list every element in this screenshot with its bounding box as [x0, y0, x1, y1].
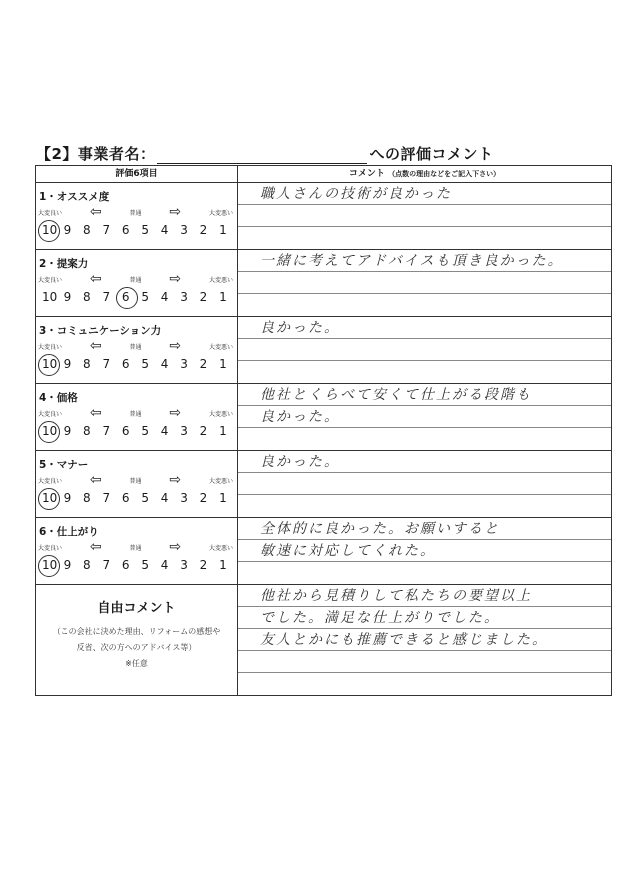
left-arrow-icon: ⇦: [89, 204, 102, 220]
comment-area[interactable]: [238, 317, 612, 384]
evaluation-table: [35, 165, 612, 696]
rating-scale: [42, 491, 229, 505]
right-header-note: （点数の理由などをご記入下さい）: [388, 170, 501, 178]
rating-option[interactable]: 9: [63, 424, 72, 438]
comment-area[interactable]: [238, 451, 612, 518]
rating-option[interactable]: 9: [63, 558, 72, 572]
left-arrow-icon: ⇦: [89, 539, 102, 555]
rating-option[interactable]: 8: [83, 558, 91, 572]
rating-option[interactable]: 5: [141, 424, 149, 438]
rating-option[interactable]: 2: [199, 223, 208, 237]
free-comment-label-cell: [36, 585, 238, 696]
rating-option[interactable]: 9: [63, 290, 72, 304]
evaluation-row: [36, 384, 612, 451]
rating-option[interactable]: 8: [83, 223, 91, 237]
comment-line: [238, 272, 611, 294]
scale-best-label: 大変良い: [38, 209, 63, 217]
comment-line: [238, 339, 611, 361]
title-prefix: 【2】事業者名：: [36, 145, 156, 163]
scale-normal-label: 普通: [129, 276, 142, 284]
rating-option[interactable]: 1: [219, 290, 227, 304]
scale-best-label: 大変良い: [38, 544, 63, 552]
rating-scale: [42, 223, 229, 237]
comment-line: [238, 294, 611, 316]
comment-line: 他社から見積りして私たちの要望以上: [238, 585, 611, 607]
scale-worst-label: 大変悪い: [208, 544, 233, 552]
rating-option[interactable]: 10: [42, 357, 58, 371]
scale-best-label: 大変良い: [38, 410, 63, 418]
title-suffix: への評価コメント: [369, 145, 494, 163]
evaluation-row: [36, 451, 612, 518]
form-title: [36, 143, 493, 164]
rating-option[interactable]: 5: [141, 491, 149, 505]
rating-option[interactable]: 7: [102, 223, 111, 237]
left-header: 評価6項目: [36, 166, 238, 183]
evaluation-item: [36, 250, 238, 317]
scale-normal-label: 普通: [129, 544, 142, 552]
rating-option[interactable]: 10: [42, 223, 58, 237]
rating-scale: [42, 290, 229, 304]
rating-option[interactable]: 4: [160, 424, 169, 438]
scale-normal-label: 普通: [129, 209, 142, 217]
comment-line: でした。満足な仕上がりでした。: [238, 607, 611, 629]
rating-option[interactable]: 1: [219, 357, 227, 371]
free-comment-optional: ※任意: [125, 659, 148, 668]
rating-option[interactable]: 7: [102, 357, 111, 371]
comment-line: [238, 651, 611, 673]
rating-option[interactable]: 1: [219, 491, 227, 505]
left-arrow-icon: ⇦: [89, 472, 102, 488]
evaluation-item: [36, 183, 238, 250]
right-arrow-icon: ⇨: [169, 405, 182, 421]
rating-option[interactable]: 6: [121, 223, 130, 237]
rating-option[interactable]: 8: [83, 491, 91, 505]
rating-scale: [42, 424, 229, 438]
rating-option[interactable]: 5: [141, 290, 149, 304]
comment-line: [238, 562, 611, 584]
comment-line: [238, 673, 611, 695]
rating-option[interactable]: 5: [141, 558, 149, 572]
scale-best-label: 大変良い: [38, 343, 63, 351]
rating-option[interactable]: 2: [199, 357, 208, 371]
scale-worst-label: 大変悪い: [208, 477, 233, 485]
evaluation-item: [36, 384, 238, 451]
rating-option[interactable]: 9: [63, 491, 72, 505]
item-name: 2・提案力: [39, 258, 89, 270]
rating-option[interactable]: 10: [42, 558, 58, 572]
rating-option[interactable]: 7: [102, 424, 111, 438]
rating-option[interactable]: 8: [83, 424, 91, 438]
rating-option[interactable]: 2: [199, 558, 208, 572]
evaluation-row: [36, 183, 612, 250]
rating-option[interactable]: 10: [42, 290, 58, 304]
rating-option[interactable]: 7: [102, 290, 111, 304]
comment-line: 良かった。: [238, 317, 611, 339]
comment-area[interactable]: [238, 384, 612, 451]
item-name: 1・オススメ度: [39, 191, 110, 203]
evaluation-row: [36, 518, 612, 585]
rating-option[interactable]: 6: [121, 558, 130, 572]
rating-option[interactable]: 9: [63, 223, 72, 237]
left-arrow-icon: ⇦: [89, 271, 102, 287]
rating-option[interactable]: 2: [199, 491, 208, 505]
rating-option[interactable]: 6: [121, 357, 130, 371]
right-header-label: コメント: [348, 169, 385, 179]
comment-line: [238, 473, 611, 495]
comment-line: [238, 495, 611, 517]
right-arrow-icon: ⇨: [169, 472, 182, 488]
rating-option[interactable]: 3: [180, 223, 188, 237]
comment-area[interactable]: [238, 250, 612, 317]
evaluation-item: [36, 518, 238, 585]
scale-best-label: 大変良い: [38, 276, 63, 284]
rating-option[interactable]: 3: [180, 424, 188, 438]
scale-normal-label: 普通: [129, 410, 142, 418]
rating-option[interactable]: 3: [180, 290, 188, 304]
rating-scale: [42, 558, 229, 572]
item-name: 3・コミュニケーション力: [39, 325, 162, 337]
rating-option[interactable]: 4: [160, 290, 169, 304]
comment-line: [238, 227, 611, 249]
comment-area[interactable]: [238, 183, 612, 250]
rating-option[interactable]: 8: [83, 290, 91, 304]
comment-line: 友人とかにも推薦できると感じました。: [238, 629, 611, 651]
rating-option[interactable]: 7: [102, 558, 111, 572]
scale-worst-label: 大変悪い: [208, 343, 233, 351]
free-comment-area[interactable]: [238, 585, 612, 696]
comment-line: 職人さんの技術が良かった: [238, 183, 611, 205]
evaluation-row: [36, 317, 612, 384]
comment-line: [238, 361, 611, 383]
scale-worst-label: 大変悪い: [208, 410, 233, 418]
rating-option[interactable]: 6: [120, 290, 132, 304]
rating-option[interactable]: 7: [102, 491, 111, 505]
evaluation-item: [36, 451, 238, 518]
free-comment-desc: （この会社に決めた理由、リフォームの感想や: [52, 627, 221, 636]
rating-option[interactable]: 4: [160, 558, 169, 572]
rating-option[interactable]: 6: [121, 424, 130, 438]
comment-line: 他社とくらべて安くて仕上がる段階も: [238, 384, 611, 406]
rating-option[interactable]: 2: [199, 424, 208, 438]
rating-option[interactable]: 1: [219, 424, 227, 438]
rating-option[interactable]: 5: [141, 223, 149, 237]
scale-normal-label: 普通: [129, 477, 142, 485]
business-name-blank: [157, 149, 367, 164]
left-arrow-icon: ⇦: [89, 405, 102, 421]
rating-option[interactable]: 4: [160, 491, 169, 505]
scale-normal-label: 普通: [129, 343, 142, 351]
comment-line: [238, 205, 611, 227]
evaluation-item: [36, 317, 238, 384]
comment-line: 敏速に対応してくれた。: [238, 540, 611, 562]
scale-worst-label: 大変悪い: [208, 209, 233, 217]
rating-option[interactable]: 4: [160, 223, 169, 237]
comment-line: 全体的に良かった。お願いすると: [238, 518, 611, 540]
rating-option[interactable]: 6: [121, 491, 130, 505]
rating-option[interactable]: 2: [199, 290, 208, 304]
right-arrow-icon: ⇨: [169, 338, 182, 354]
evaluation-row: [36, 250, 612, 317]
scale-best-label: 大変良い: [38, 477, 63, 485]
free-comment-desc: 反省、次の方へのアドバイス等）: [76, 643, 197, 652]
item-name: 6・仕上がり: [39, 526, 99, 538]
rating-option[interactable]: 10: [42, 424, 58, 438]
right-header: [238, 166, 612, 183]
left-arrow-icon: ⇦: [89, 338, 102, 354]
rating-option[interactable]: 5: [141, 357, 149, 371]
rating-option[interactable]: 1: [219, 223, 227, 237]
rating-option[interactable]: 1: [219, 558, 227, 572]
free-comment-title: 自由コメント: [97, 601, 176, 616]
right-arrow-icon: ⇨: [169, 204, 182, 220]
rating-option[interactable]: 3: [180, 357, 188, 371]
right-arrow-icon: ⇨: [169, 539, 182, 555]
comment-area[interactable]: [238, 518, 612, 585]
rating-option[interactable]: 4: [160, 357, 169, 371]
comment-line: 良かった。: [238, 451, 611, 473]
rating-option[interactable]: 10: [42, 491, 58, 505]
rating-option[interactable]: 8: [83, 357, 91, 371]
comment-line: [238, 428, 611, 450]
rating-option[interactable]: 9: [63, 357, 72, 371]
comment-line: 良かった。: [238, 406, 611, 428]
rating-option[interactable]: 3: [180, 558, 188, 572]
item-name: 4・価格: [39, 392, 78, 404]
item-name: 5・マナー: [39, 459, 89, 471]
right-arrow-icon: ⇨: [169, 271, 182, 287]
comment-line: 一緒に考えてアドバイスも頂き良かった。: [238, 250, 611, 272]
scale-worst-label: 大変悪い: [208, 276, 233, 284]
rating-option[interactable]: 3: [180, 491, 188, 505]
rating-scale: [42, 357, 229, 371]
